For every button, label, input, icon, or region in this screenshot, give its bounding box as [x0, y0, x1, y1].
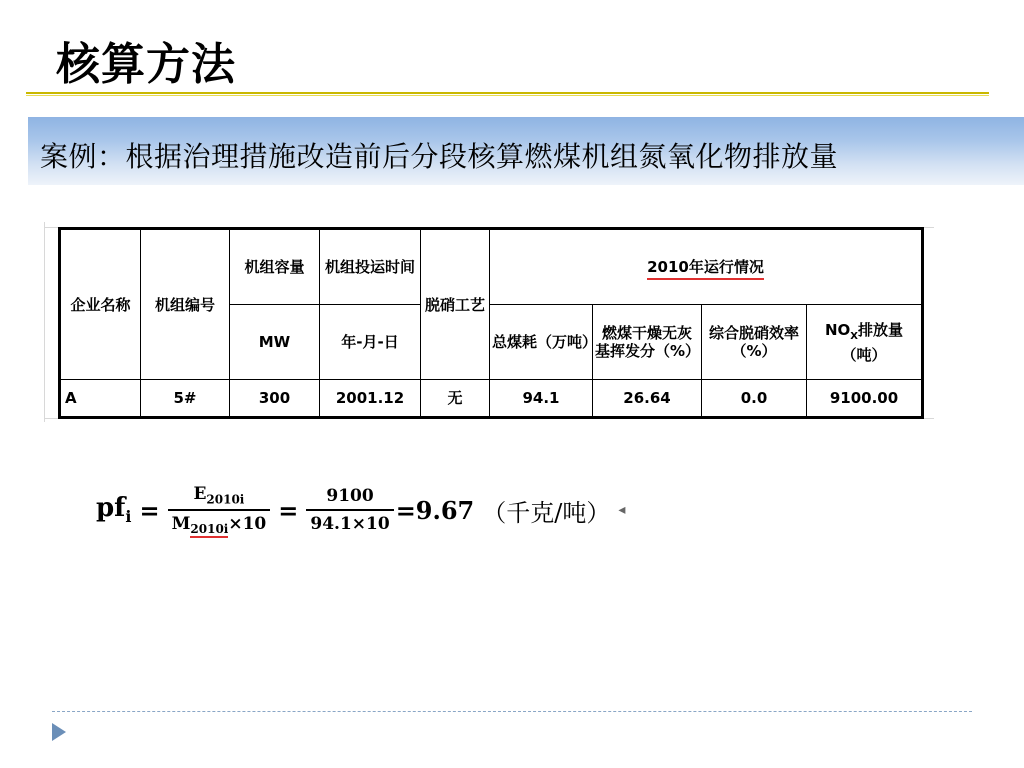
capacity-unit: MW — [230, 305, 320, 380]
header-capacity: 机组容量 — [230, 229, 320, 305]
slide-title: 核算方法 — [56, 39, 236, 90]
cell-ash-free: 26.64 — [593, 380, 702, 418]
cell-company: A — [60, 380, 141, 418]
case-banner — [28, 117, 1024, 185]
cell-unit-no: 5# — [141, 380, 230, 418]
emission-factor-formula — [96, 478, 625, 542]
formula-numerator-numeric: 9100 — [326, 486, 374, 506]
emission-table — [58, 227, 924, 419]
header-company: 企业名称 — [60, 229, 141, 380]
case-banner-text: 案例：根据治理措施改造前后分段核算燃煤机组氮氧化物排放量 — [40, 140, 839, 173]
cell-denitration: 无 — [421, 380, 490, 418]
next-slide-arrow-icon[interactable] — [52, 723, 66, 741]
header-coal-total: 总煤耗（万吨） — [490, 305, 593, 380]
formula-equals: = — [278, 495, 299, 525]
cell-coal-total: 94.1 — [490, 380, 593, 418]
title-underline — [26, 92, 989, 94]
formula-denominator-symbolic: $M_{2010i}\times 10$ — [171, 514, 267, 537]
time-unit: 年-月-日 — [320, 305, 421, 380]
formula-equals: = — [139, 495, 160, 525]
header-ash-free: 燃煤干燥无灰基挥发分（%） — [593, 305, 702, 380]
header-denitration: 脱硝工艺 — [421, 229, 490, 380]
formula-denominator-numeric: 94.1×10 — [310, 514, 390, 534]
cell-capacity: 300 — [230, 380, 320, 418]
header-section — [490, 229, 923, 305]
title-underline-accent — [26, 95, 989, 96]
formula-fraction-symbolic — [168, 484, 271, 537]
header-efficiency: 综合脱硝效率（%） — [702, 305, 807, 380]
formula-unit: （千克/吨） — [482, 498, 611, 527]
formula-numerator-symbolic: $E_{2010i}$ — [193, 483, 245, 506]
faint-grid-line — [44, 222, 45, 422]
header-commission-time: 机组投运时间 — [320, 229, 421, 305]
cell-commission-time: 2001.12 — [320, 380, 421, 418]
footer-divider — [52, 711, 972, 712]
formula-lhs: $pf_i$ — [96, 493, 132, 527]
paragraph-mark-icon: ◂ — [618, 502, 626, 518]
formula-fraction-numeric — [306, 486, 393, 534]
section-title: 2010年运行情况 — [647, 258, 764, 280]
cell-efficiency: 0.0 — [702, 380, 807, 418]
header-unit-no: 机组编号 — [141, 229, 230, 380]
header-nox: $NO_X$排放量（吨） — [807, 305, 923, 380]
cell-nox: 9100.00 — [807, 380, 923, 418]
formula-result: =9.67 — [395, 495, 475, 525]
